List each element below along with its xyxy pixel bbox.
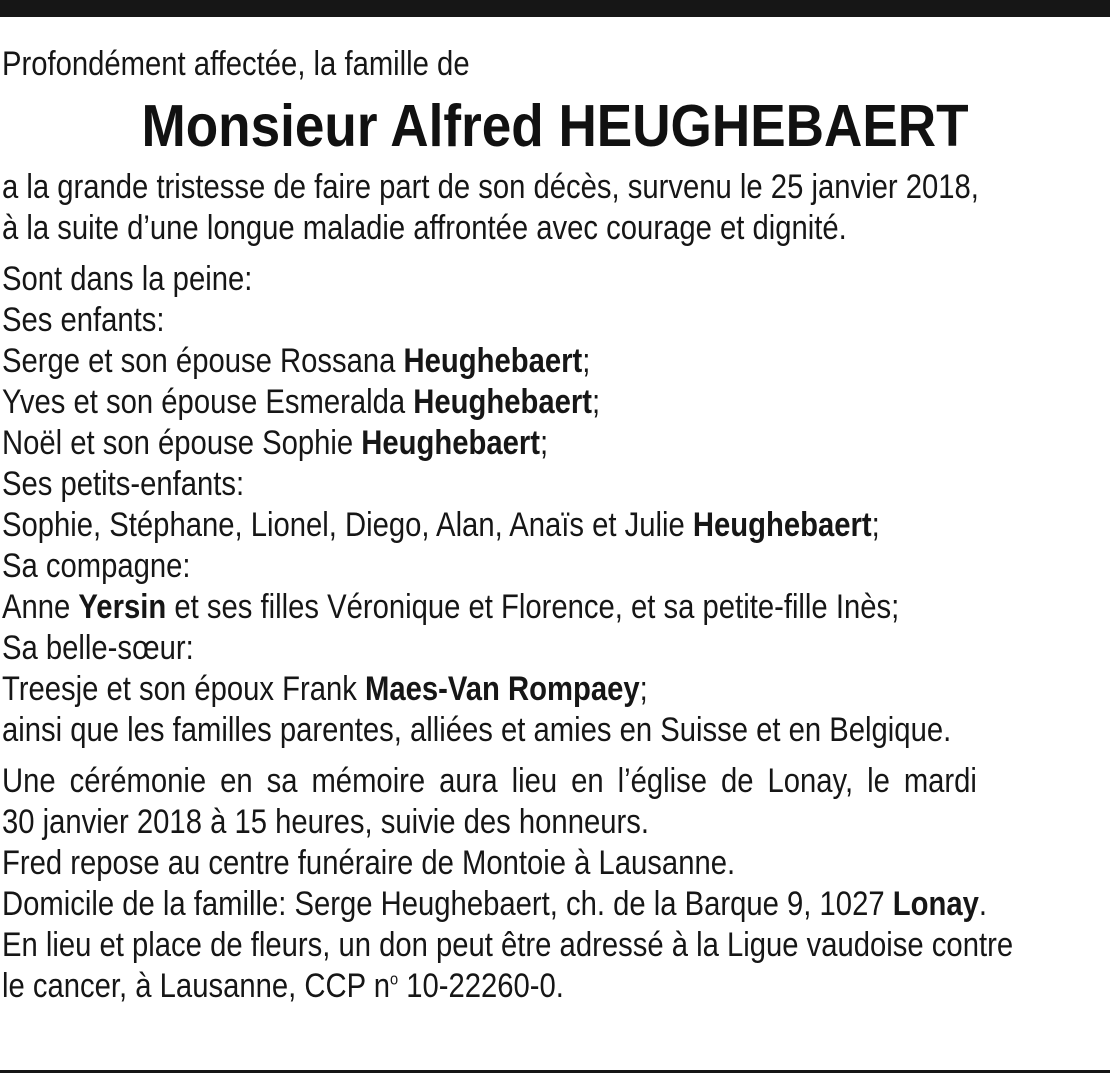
grandchildren-surname: Heughebaert xyxy=(692,506,872,544)
grandchildren-end: ; xyxy=(871,506,880,544)
rest-place-line: Fred repose au centre funéraire de Montoie à Lausanne. xyxy=(2,844,736,882)
deceased-name: Monsieur Alfred HEUGHEBAERT xyxy=(141,93,969,159)
child-surname: Heughebaert xyxy=(413,383,592,421)
companion-surname: Yersin xyxy=(78,588,167,626)
companion-heading: Sa compagne: xyxy=(2,547,191,585)
child-end: ; xyxy=(539,424,549,462)
announcement-line-2: à la suite d’une longue maladie affrontée avec courage et dignité. xyxy=(2,209,847,247)
sister-in-law-heading: Sa belle-sœur: xyxy=(2,629,194,667)
domicile-line xyxy=(2,884,987,925)
top-border xyxy=(0,0,1110,17)
announcement-line-1: a la grande tristesse de faire part de son décès, survenu le 25 janvier 2018, xyxy=(2,168,979,206)
donation-prefix: le cancer, à Lausanne, CCP n xyxy=(2,967,390,1005)
child-given: Yves et son épouse Esmeralda xyxy=(2,383,414,421)
sister-in-law-entry xyxy=(2,669,953,710)
child-end: ; xyxy=(591,383,601,421)
child-surname: Heughebaert xyxy=(361,424,540,462)
child-entry xyxy=(2,423,953,464)
children-heading: Ses enfants: xyxy=(2,301,165,339)
donation-number-sign: o xyxy=(389,969,399,989)
child-given: Serge et son épouse Rossana xyxy=(2,342,404,380)
donation-line-1: En lieu et place de fleurs, un don peut être adressé à la Ligue vaudoise contre xyxy=(2,926,1014,964)
companion-entry xyxy=(2,587,953,628)
sister-in-law-end: ; xyxy=(639,670,648,708)
sister-in-law-given: Treesje et son époux Frank xyxy=(2,670,365,708)
grandchildren-entry xyxy=(2,505,953,546)
companion-given: Anne xyxy=(2,588,79,626)
donation-line-2 xyxy=(2,966,953,1007)
mourners-heading: Sont dans la peine: xyxy=(2,260,253,298)
child-end: ; xyxy=(582,342,591,380)
ceremony-line-1: Une cérémonie en sa mémoire aura lieu en l’église de Lonay, le mardi xyxy=(2,762,977,800)
child-entry xyxy=(2,382,953,423)
grandchildren-given: Sophie, Stéphane, Lionel, Diego, Alan, Anaïs et Julie xyxy=(2,506,693,544)
sister-in-law-surname: Maes-Van Rompaey xyxy=(364,670,640,708)
domicile-end: . xyxy=(978,885,987,923)
obituary-notice xyxy=(2,44,1108,1007)
companion-rest: et ses filles Véronique et Florence, et sa petite-fille Inès; xyxy=(166,588,900,626)
domicile-town: Lonay xyxy=(892,885,979,923)
domicile-prefix: Domicile de la famille: Serge Heughebaert, ch. de la Barque 9, 1027 xyxy=(2,885,893,923)
donation-account: 10-22260-0. xyxy=(398,967,564,1005)
bottom-border xyxy=(0,1070,1110,1073)
grandchildren-heading: Ses petits-enfants: xyxy=(2,465,245,503)
families-line: ainsi que les familles parentes, alliées et amies en Suisse et en Belgique. xyxy=(2,711,952,749)
child-entry xyxy=(2,341,953,382)
ceremony-line-2: 30 janvier 2018 à 15 heures, suivie des honneurs. xyxy=(2,803,649,841)
intro-text: Profondément affectée, la famille de xyxy=(2,45,470,83)
child-given: Noël et son épouse Sophie xyxy=(2,424,362,462)
child-surname: Heughebaert xyxy=(403,342,583,380)
